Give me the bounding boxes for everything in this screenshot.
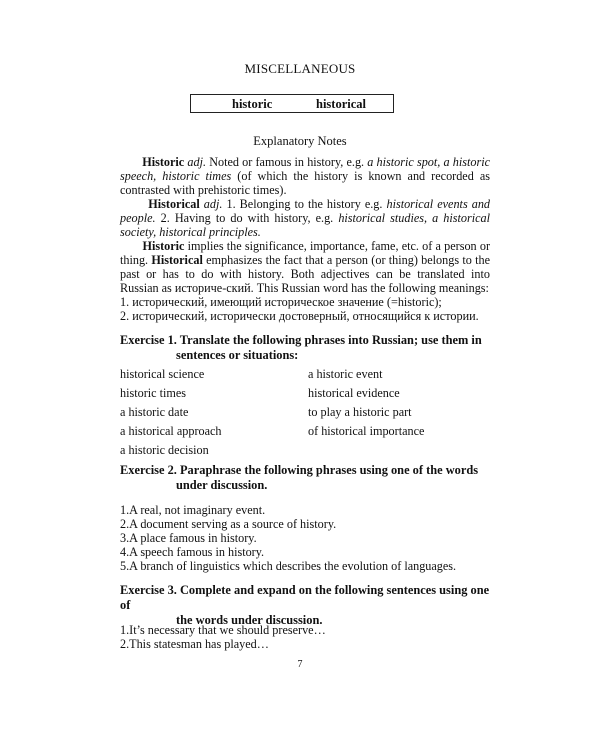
phrase-item: a historic decision xyxy=(120,443,209,457)
phrase-item: historical science xyxy=(120,367,205,381)
phrase-item: to play a historic part xyxy=(308,405,412,419)
phrase-item: historical evidence xyxy=(308,386,400,400)
list-item: 3.A place famous in history. xyxy=(120,531,257,545)
note-comparison xyxy=(120,239,490,295)
term-historical: Historical xyxy=(148,197,200,211)
exercise-title-line: Exercise 2. Paraphrase the following phrases using one of the words xyxy=(120,463,479,477)
exercise-1-title xyxy=(120,333,500,363)
exercise-title-line: sentences or situations: xyxy=(176,348,299,362)
exercise-title-line: Exercise 3. Complete and expand on the following sentences using one of xyxy=(120,583,490,612)
meaning-1: 1. исторический, имеющий историческое значение (=historic); xyxy=(120,295,442,309)
list-item: 2.This statesman has played… xyxy=(120,637,269,651)
example-text: speech, historic times xyxy=(120,169,232,183)
page-number: 7 xyxy=(297,659,303,670)
term-historical: Historical xyxy=(151,253,203,267)
term-historic: Historic xyxy=(142,155,185,169)
exercise-title-line: under discussion. xyxy=(176,478,268,492)
meaning-2: 2. исторический, исторически достоверный, относящийся к истории. xyxy=(120,309,479,323)
exercise-title-line: the words under discussion. xyxy=(176,613,323,627)
term-historic: Historic xyxy=(142,239,185,253)
phrase-item: a historic date xyxy=(120,405,189,419)
word-historic: historic xyxy=(232,97,273,111)
exercise-3-title xyxy=(120,583,500,628)
page-heading: MISCELLANEOUS xyxy=(244,61,356,76)
list-item: 1.It’s necessary that we should preserve… xyxy=(120,623,326,637)
exercise-title-line: Exercise 1. Translate the following phrases into Russian; use them in xyxy=(120,333,482,347)
example-text: historical studies, a historical society, historical xyxy=(120,211,491,239)
note-historic xyxy=(120,155,490,197)
list-item: 2.A document serving as a source of history. xyxy=(120,517,337,531)
pos-label: adj. xyxy=(187,155,207,169)
pos-label: adj. xyxy=(203,197,223,211)
comparison-text: ский. This Russian word has the following meanings: xyxy=(226,281,489,295)
list-item: 5.A branch of linguistics which describes the evolution of languages. xyxy=(120,559,457,573)
comparison-text: to do with history. Both adjectives can be translated into Russian as историче- xyxy=(120,267,491,295)
definition-text: Noted or famous in history, e.g. xyxy=(209,155,365,169)
example-text: principles. xyxy=(209,225,261,239)
example-text: historical events and people. xyxy=(120,197,491,225)
list-item: 1.A real, not imaginary event. xyxy=(120,503,266,517)
exercise-2-title xyxy=(120,463,500,493)
comparison-text: implies the significance, importance, fame, etc. of a person or thing. xyxy=(120,239,491,267)
list-item: 4.A speech famous in history. xyxy=(120,545,265,559)
comparison-text: emphasizes the fact that a person (or thing) belongs to the past or has xyxy=(120,253,490,281)
definition-text: with prehistoric times). xyxy=(173,183,287,197)
example-text: a historic spot, a historic xyxy=(367,155,491,169)
definition-text: 1. Belonging to the history e.g. xyxy=(226,197,383,211)
phrase-item: of historical importance xyxy=(308,424,425,438)
definition-text: 2. Having to do with history, e.g. xyxy=(160,211,334,225)
phrase-item: a historical approach xyxy=(120,424,222,438)
explanatory-notes-heading: Explanatory Notes xyxy=(253,134,347,148)
note-historical xyxy=(120,197,490,239)
phrase-item: historic times xyxy=(120,386,187,400)
definition-text: (of which the history is known and recorded as contrasted xyxy=(120,169,491,197)
phrase-item: a historic event xyxy=(308,367,383,381)
word-historical: historical xyxy=(316,97,366,111)
word-box xyxy=(190,94,394,113)
